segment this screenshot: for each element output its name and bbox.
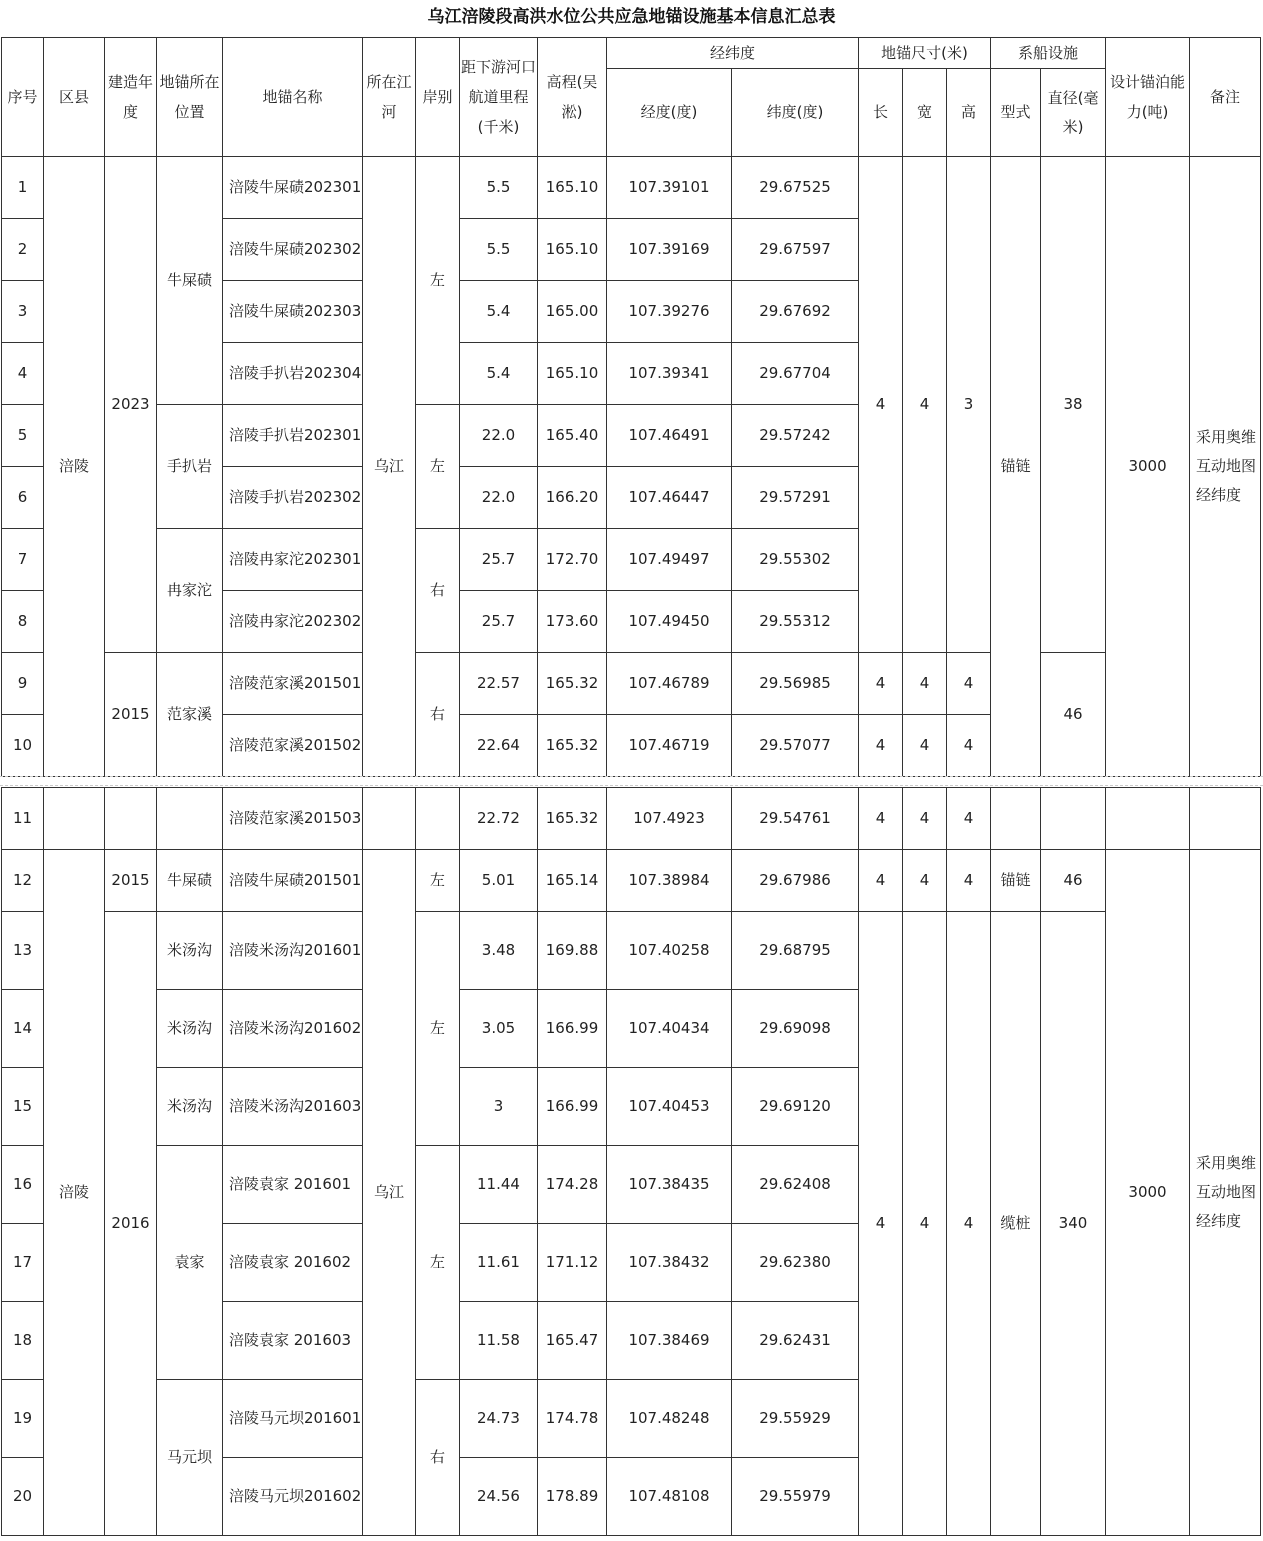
cell-seq: 18	[2, 1302, 44, 1380]
cell-lat: 29.69120	[732, 1068, 859, 1146]
cell-name: 涪陵手扒岩202304	[223, 343, 363, 405]
cell-capacity	[1106, 788, 1190, 850]
anchor-table-2	[1, 787, 1261, 1536]
cell-seq: 13	[2, 912, 44, 990]
cell-year	[105, 788, 157, 850]
cell-name: 涪陵袁家 201602	[223, 1224, 363, 1302]
cell-type: 锚链	[991, 157, 1041, 777]
cell-seq: 6	[2, 467, 44, 529]
cell-elevation: 174.78	[538, 1380, 607, 1458]
cell-mileage: 5.4	[460, 343, 538, 405]
cell-lat: 29.54761	[732, 788, 859, 850]
cell-lng: 107.38984	[607, 850, 732, 912]
cell-seq: 19	[2, 1380, 44, 1458]
header-seq: 序号	[2, 38, 44, 157]
cell-lat: 29.55312	[732, 591, 859, 653]
cell-seq: 11	[2, 788, 44, 850]
cell-lng: 107.39101	[607, 157, 732, 219]
cell-lat: 29.57242	[732, 405, 859, 467]
header-size: 地锚尺寸(米)	[859, 38, 991, 69]
cell-type: 缆桩	[991, 912, 1041, 1536]
cell-lat: 29.62431	[732, 1302, 859, 1380]
cell-capacity: 3000	[1106, 850, 1190, 1536]
cell-lat: 29.62408	[732, 1146, 859, 1224]
cell-mileage: 5.01	[460, 850, 538, 912]
cell-lng: 107.49497	[607, 529, 732, 591]
cell-year: 2015	[105, 653, 157, 777]
cell-location: 牛屎碛	[157, 850, 223, 912]
cell-name: 涪陵范家溪201503	[223, 788, 363, 850]
table-row	[2, 850, 1261, 912]
cell-mileage: 25.7	[460, 591, 538, 653]
cell-capacity: 3000	[1106, 157, 1190, 777]
cell-bank: 左	[416, 157, 460, 405]
cell-seq: 8	[2, 591, 44, 653]
cell-location: 米汤沟	[157, 1068, 223, 1146]
cell-elevation: 165.10	[538, 343, 607, 405]
header-type: 型式	[991, 69, 1041, 157]
cell-lat: 29.67692	[732, 281, 859, 343]
cell-lng: 107.40434	[607, 990, 732, 1068]
cell-name: 涪陵马元坝201602	[223, 1458, 363, 1536]
cell-name: 涪陵手扒岩202302	[223, 467, 363, 529]
cell-mileage: 22.72	[460, 788, 538, 850]
cell-river: 乌江	[363, 850, 416, 1536]
cell-name: 涪陵马元坝201601	[223, 1380, 363, 1458]
page-title: 乌江涪陵段高洪水位公共应急地锚设施基本信息汇总表	[427, 7, 836, 27]
header-capacity: 设计锚泊能力(吨)	[1106, 38, 1190, 157]
cell-name: 涪陵牛屎碛202301	[223, 157, 363, 219]
cell-bank: 右	[416, 653, 460, 777]
cell-location: 手扒岩	[157, 405, 223, 529]
cell-bank: 右	[416, 529, 460, 653]
header-length: 长	[859, 69, 903, 157]
cell-remark	[1190, 788, 1261, 850]
cell-height: 4	[947, 912, 991, 1536]
table-row	[2, 788, 1261, 850]
cell-lng: 107.38432	[607, 1224, 732, 1302]
cell-elevation: 172.70	[538, 529, 607, 591]
header-width: 宽	[903, 69, 947, 157]
cell-height: 4	[947, 788, 991, 850]
cell-length: 4	[859, 788, 903, 850]
cell-lng: 107.39276	[607, 281, 732, 343]
cell-mileage: 3.48	[460, 912, 538, 990]
cell-location	[157, 788, 223, 850]
header-height: 高	[947, 69, 991, 157]
cell-mileage: 3	[460, 1068, 538, 1146]
header-bank: 岸别	[416, 38, 460, 157]
cell-lng: 107.39341	[607, 343, 732, 405]
cell-name: 涪陵冉家沱202302	[223, 591, 363, 653]
cell-remark: 采用奥维互动地图经纬度	[1190, 850, 1261, 1536]
cell-district: 涪陵	[44, 157, 105, 777]
anchor-table-1	[1, 37, 1261, 777]
header-mooring: 系船设施	[991, 38, 1106, 69]
cell-seq: 14	[2, 990, 44, 1068]
cell-name: 涪陵范家溪201501	[223, 653, 363, 715]
cell-location: 米汤沟	[157, 912, 223, 990]
cell-lat: 29.67704	[732, 343, 859, 405]
cell-elevation: 166.99	[538, 1068, 607, 1146]
cell-lat: 29.69098	[732, 990, 859, 1068]
cell-bank	[416, 788, 460, 850]
cell-lng: 107.46447	[607, 467, 732, 529]
cell-seq: 4	[2, 343, 44, 405]
cell-lng: 107.38469	[607, 1302, 732, 1380]
cell-mileage: 5.5	[460, 219, 538, 281]
cell-district	[44, 788, 105, 850]
cell-name: 涪陵袁家 201603	[223, 1302, 363, 1380]
header-elevation: 高程(吴淞)	[538, 38, 607, 157]
cell-lat: 29.62380	[732, 1224, 859, 1302]
header-district: 区县	[44, 38, 105, 157]
cell-name: 涪陵米汤沟201603	[223, 1068, 363, 1146]
cell-name: 涪陵米汤沟201601	[223, 912, 363, 990]
cell-length: 4	[859, 850, 903, 912]
header-name: 地锚名称	[223, 38, 363, 157]
cell-lat: 29.68795	[732, 912, 859, 990]
cell-height: 4	[947, 653, 991, 715]
header-mileage: 距下游河口航道里程(千米)	[460, 38, 538, 157]
cell-diameter: 46	[1041, 850, 1106, 912]
cell-lng: 107.46789	[607, 653, 732, 715]
cell-lng: 107.38435	[607, 1146, 732, 1224]
cell-elevation: 165.32	[538, 653, 607, 715]
cell-width: 4	[903, 788, 947, 850]
cell-mileage: 24.73	[460, 1380, 538, 1458]
cell-district: 涪陵	[44, 850, 105, 1536]
cell-river	[363, 788, 416, 850]
cell-diameter	[1041, 788, 1106, 850]
cell-location: 牛屎碛	[157, 157, 223, 405]
cell-lat: 29.67986	[732, 850, 859, 912]
cell-length: 4	[859, 157, 903, 653]
cell-seq: 3	[2, 281, 44, 343]
cell-lng: 107.46719	[607, 715, 732, 777]
cell-elevation: 165.32	[538, 715, 607, 777]
cell-seq: 1	[2, 157, 44, 219]
cell-elevation: 165.32	[538, 788, 607, 850]
cell-elevation: 165.00	[538, 281, 607, 343]
cell-name: 涪陵袁家 201601	[223, 1146, 363, 1224]
cell-mileage: 22.0	[460, 405, 538, 467]
cell-year: 2023	[105, 157, 157, 653]
cell-lat: 29.67525	[732, 157, 859, 219]
cell-lat: 29.67597	[732, 219, 859, 281]
cell-diameter: 38	[1041, 157, 1106, 653]
cell-width: 4	[903, 715, 947, 777]
cell-elevation: 165.14	[538, 850, 607, 912]
cell-elevation: 178.89	[538, 1458, 607, 1536]
cell-name: 涪陵牛屎碛201501	[223, 850, 363, 912]
cell-seq: 2	[2, 219, 44, 281]
cell-lng: 107.40453	[607, 1068, 732, 1146]
cell-year: 2016	[105, 912, 157, 1536]
cell-location: 米汤沟	[157, 990, 223, 1068]
cell-seq: 20	[2, 1458, 44, 1536]
header-lng: 经度(度)	[607, 69, 732, 157]
cell-remark: 采用奥维互动地图经纬度	[1190, 157, 1261, 777]
cell-elevation: 165.10	[538, 219, 607, 281]
cell-name: 涪陵牛屎碛202303	[223, 281, 363, 343]
header-diameter: 直径(毫米)	[1041, 69, 1106, 157]
cell-lat: 29.57077	[732, 715, 859, 777]
cell-name: 涪陵手扒岩202301	[223, 405, 363, 467]
cell-width: 4	[903, 653, 947, 715]
cell-name: 涪陵范家溪201502	[223, 715, 363, 777]
cell-elevation: 169.88	[538, 912, 607, 990]
cell-length: 4	[859, 715, 903, 777]
cell-lng: 107.39169	[607, 219, 732, 281]
cell-elevation: 166.99	[538, 990, 607, 1068]
header-remark: 备注	[1190, 38, 1261, 157]
cell-year: 2015	[105, 850, 157, 912]
cell-type: 锚链	[991, 850, 1041, 912]
cell-lng: 107.4923	[607, 788, 732, 850]
cell-lat: 29.57291	[732, 467, 859, 529]
cell-river: 乌江	[363, 157, 416, 777]
cell-elevation: 173.60	[538, 591, 607, 653]
cell-name: 涪陵米汤沟201602	[223, 990, 363, 1068]
header-lnglat: 经纬度	[607, 38, 859, 69]
table-row	[2, 157, 1261, 219]
header-lat: 纬度(度)	[732, 69, 859, 157]
cell-lat: 29.55929	[732, 1380, 859, 1458]
cell-diameter: 46	[1041, 653, 1106, 777]
cell-mileage: 24.56	[460, 1458, 538, 1536]
cell-mileage: 22.64	[460, 715, 538, 777]
cell-lng: 107.46491	[607, 405, 732, 467]
cell-height: 3	[947, 157, 991, 653]
cell-bank: 右	[416, 1380, 460, 1536]
cell-lng: 107.48248	[607, 1380, 732, 1458]
cell-bank: 左	[416, 1146, 460, 1380]
header-location: 地锚所在位置	[157, 38, 223, 157]
cell-width: 4	[903, 850, 947, 912]
cell-seq: 12	[2, 850, 44, 912]
cell-location: 冉家沱	[157, 529, 223, 653]
cell-mileage: 5.4	[460, 281, 538, 343]
cell-bank: 左	[416, 405, 460, 529]
cell-lng: 107.40258	[607, 912, 732, 990]
cell-lat: 29.55302	[732, 529, 859, 591]
cell-mileage: 11.44	[460, 1146, 538, 1224]
cell-mileage: 5.5	[460, 157, 538, 219]
cell-seq: 15	[2, 1068, 44, 1146]
cell-bank: 左	[416, 850, 460, 912]
table-row	[2, 912, 1261, 990]
cell-location: 范家溪	[157, 653, 223, 777]
cell-mileage: 22.0	[460, 467, 538, 529]
cell-lat: 29.55979	[732, 1458, 859, 1536]
cell-location: 袁家	[157, 1146, 223, 1380]
cell-elevation: 171.12	[538, 1224, 607, 1302]
cell-mileage: 25.7	[460, 529, 538, 591]
cell-name: 涪陵冉家沱202301	[223, 529, 363, 591]
cell-length: 4	[859, 912, 903, 1536]
page-break	[0, 776, 1263, 786]
cell-mileage: 22.57	[460, 653, 538, 715]
cell-name: 涪陵牛屎碛202302	[223, 219, 363, 281]
cell-seq: 9	[2, 653, 44, 715]
cell-lng: 107.48108	[607, 1458, 732, 1536]
cell-seq: 17	[2, 1224, 44, 1302]
header-river: 所在江河	[363, 38, 416, 157]
cell-seq: 7	[2, 529, 44, 591]
cell-lng: 107.49450	[607, 591, 732, 653]
cell-elevation: 166.20	[538, 467, 607, 529]
table-row	[2, 653, 1261, 715]
cell-bank: 左	[416, 912, 460, 1146]
cell-width: 4	[903, 157, 947, 653]
cell-elevation: 165.40	[538, 405, 607, 467]
cell-elevation: 165.47	[538, 1302, 607, 1380]
cell-diameter: 340	[1041, 912, 1106, 1536]
cell-width: 4	[903, 912, 947, 1536]
cell-mileage: 11.61	[460, 1224, 538, 1302]
cell-mileage: 11.58	[460, 1302, 538, 1380]
cell-location: 马元坝	[157, 1380, 223, 1536]
cell-mileage: 3.05	[460, 990, 538, 1068]
cell-seq: 10	[2, 715, 44, 777]
cell-lat: 29.56985	[732, 653, 859, 715]
cell-type	[991, 788, 1041, 850]
cell-height: 4	[947, 715, 991, 777]
cell-length: 4	[859, 653, 903, 715]
cell-elevation: 165.10	[538, 157, 607, 219]
header-year: 建造年度	[105, 38, 157, 157]
cell-seq: 5	[2, 405, 44, 467]
cell-seq: 16	[2, 1146, 44, 1224]
cell-elevation: 174.28	[538, 1146, 607, 1224]
cell-height: 4	[947, 850, 991, 912]
